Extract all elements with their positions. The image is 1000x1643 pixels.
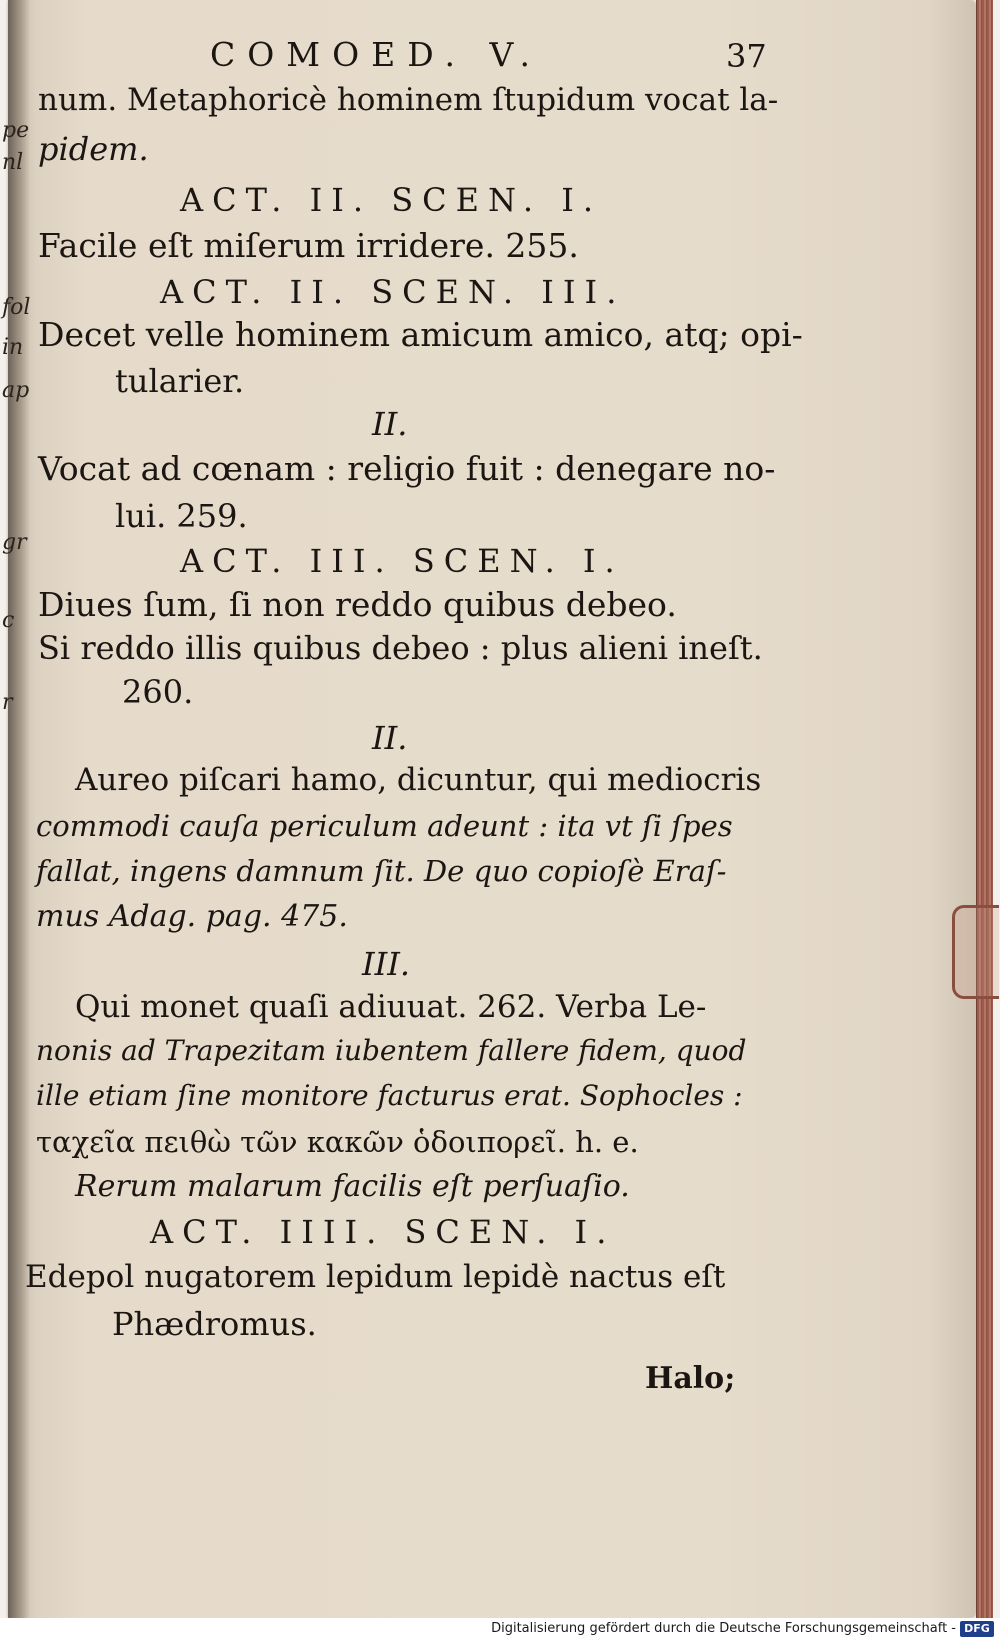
section-subheading: II. [372,719,408,757]
margin-fragment: pe [2,118,30,143]
text-line: ille etiam ſine monitore facturus erat. Sophocles : [36,1079,743,1112]
catchword: Halo; [645,1361,736,1396]
section-heading: ACT. II. SCEN. I. [180,181,603,219]
text-line: Phædromus. [112,1305,317,1343]
text-line: Edepol nugatorem lepidum lepidè nactus eſt [25,1259,726,1295]
margin-fragment: ap [2,378,30,403]
text-line: tularier. [115,362,245,400]
page-number: 37 [726,37,767,75]
text-line: mus Adag. pag. 475. [36,899,348,934]
section-heading: ACT. II. SCEN. III. [160,273,626,311]
digitization-footer [0,1618,1000,1643]
greek-line: ταχεῖα πειθὼ τῶν κακῶν ὁδοιπορεῖ. h. e. [36,1125,639,1159]
text-line: commodi cauſa periculum adeunt : ita vt ſi ſpes [36,809,733,843]
text-line: Qui monet quaſi adiuuat. 262. Verba Le- [75,989,707,1025]
text-line: fallat, ingens damnum ſit. De quo copioſè Eraſ- [36,854,727,888]
text-line: Facile eſt miſerum irridere. 255. [38,226,579,265]
text-line: Vocat ad cœnam : religio fuit : denegare no- [38,449,776,488]
margin-fragment: nl [2,150,24,175]
section-subheading: III. [362,945,411,983]
text-line: Aureo piſcari hamo, dicuntur, qui mediocris [75,762,762,798]
text-line: Si reddo illis quibus debeo : plus alieni ineſt. [38,629,763,667]
margin-fragment: gr [2,530,27,555]
section-heading: ACT. III. SCEN. I. [180,542,624,580]
margin-fragment: in [2,335,24,360]
text-line: nonis ad Trapezitam iubentem fallere fidem, quod [36,1034,747,1067]
section-heading: ACT. IIII. SCEN. I. [150,1213,616,1251]
text-line: lui. 259. [115,497,248,535]
text-line: 260. [122,673,194,711]
text-line: pidem. [38,130,149,168]
text-line: Decet velle hominem amicum amico, atq; opi- [38,315,803,354]
footer-credit: Digitalisierung gefördert durch die Deutsche Forschungsgemeinschaft - [491,1621,956,1636]
text-line: Diues ſum, ſi non reddo quibus debeo. [38,585,677,624]
margin-fragment: r [2,690,13,715]
section-subheading: II. [372,405,408,443]
margin-fragment: fol [2,295,31,320]
running-title: COMOED. V. [210,35,543,74]
dfg-logo: DFG [960,1621,994,1637]
text-line: num. Metaphoricè hominem ſtupidum vocat la- [38,82,779,118]
text-line: Rerum malarum facilis eſt perſuaſio. [75,1169,630,1204]
margin-fragment: c [2,608,15,633]
